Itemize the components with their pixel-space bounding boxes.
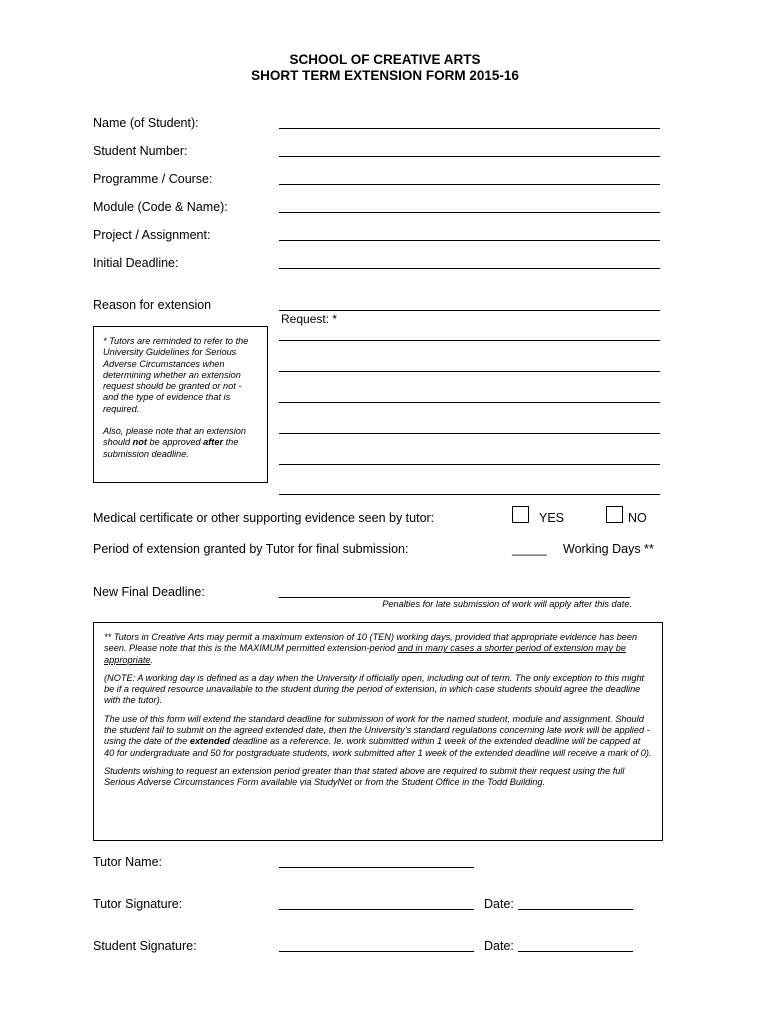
request-line[interactable] [279,402,660,403]
yes-label: YES [539,511,565,525]
initial-deadline-label: Initial Deadline: [93,256,179,270]
tutor-name-field-line[interactable] [279,867,474,868]
tutor-signature-label: Tutor Signature: [93,897,183,911]
student-date-field-line[interactable] [518,951,633,952]
request-label: Request: * [281,312,338,326]
request-line[interactable] [279,433,660,434]
no-label: NO [628,511,647,525]
form-title-line2: SHORT TERM EXTENSION FORM 2015-16 [251,68,519,83]
request-line[interactable] [279,464,660,465]
student-signature-field-line[interactable] [279,951,474,952]
module-label: Module (Code & Name): [93,200,228,214]
form-title-line1: SCHOOL OF CREATIVE ARTS [289,52,481,67]
tutor-reminder-text: * Tutors are reminded to refer to the University Guidelines for Serious Adverse Circumstances when determining whether an extension request should be granted or not - and the type of evidence that is required. [103,336,249,414]
project-label: Project / Assignment: [93,228,211,242]
tutor-reminder-note: Also, please note that an extension should not be approved after the submission deadline. [103,426,247,459]
no-checkbox[interactable] [606,506,623,523]
student-number-label: Student Number: [93,144,188,158]
name-label: Name (of Student): [93,116,199,130]
module-field-line[interactable] [279,212,660,213]
reason-label: Reason for extension [93,298,212,312]
tutor-reminder-box [93,326,268,483]
working-day-note: (NOTE: A working day is defined as a day when the University if officially open, including out of term. The only exception to this might be if a required resource unavailable to the student during the period of extension, in which case students should agree the deadline with the tutor). [104,672,645,706]
medical-label: Medical certificate or other supporting evidence seen by tutor: [93,511,435,525]
name-field-line[interactable] [279,128,660,129]
period-label: Period of extension granted by Tutor for final submission: [93,542,409,556]
tutor-signature-field-line[interactable] [279,909,474,910]
standard-deadline-note: The use of this form will extend the standard deadline for submission of work for the named student, module and assignment. Should the student fail to submit on the agreed extended date, then the University's standard regulations concerning late work will be applied - using the date of the extended deadline as a reference. Ie. work submitted within 1 week of the extended deadline will be capped at 40 for undergraduate and 50 for postgraduate students, work submitted after 1 week of the extended deadline will receive a mark of 0). [104,713,652,758]
student-signature-label: Student Signature: [93,939,197,953]
max-extension-note: ** Tutors in Creative Arts may permit a maximum extension of 10 (TEN) working days, provided that appropriate evidence has been seen. Please note that this is the MAXIMUM permitted extension-period and in many cases a shorter period of extension may be appropriate. [104,632,638,665]
programme-field-line[interactable] [279,184,660,185]
reason-field-line[interactable] [279,310,660,311]
student-number-field-line[interactable] [279,156,660,157]
programme-label: Programme / Course: [93,172,213,186]
working-days-label: Working Days ** [563,542,654,556]
penalties-note: Penalties for late submission of work will apply after this date. [382,599,632,609]
new-deadline-field-line[interactable] [279,597,630,598]
tutor-name-label: Tutor Name: [93,855,163,869]
extension-notes-box [93,622,663,841]
tutor-date-field-line[interactable] [518,909,633,910]
period-days-field[interactable]: _____ [512,542,547,556]
request-line[interactable] [279,340,660,341]
student-date-label: Date: [484,939,514,953]
initial-deadline-field-line[interactable] [279,268,660,269]
request-line[interactable] [279,494,660,495]
sac-form-note: Students wishing to request an extension period greater than that stated above are required to submit their request using the full Serious Adverse Circumstances Form available via StudyNet or from the Student Office in the Todd Building. [104,765,625,788]
request-line[interactable] [279,371,660,372]
yes-checkbox[interactable] [512,506,529,523]
new-deadline-label: New Final Deadline: [93,585,205,599]
tutor-date-label: Date: [484,897,514,911]
project-field-line[interactable] [279,240,660,241]
